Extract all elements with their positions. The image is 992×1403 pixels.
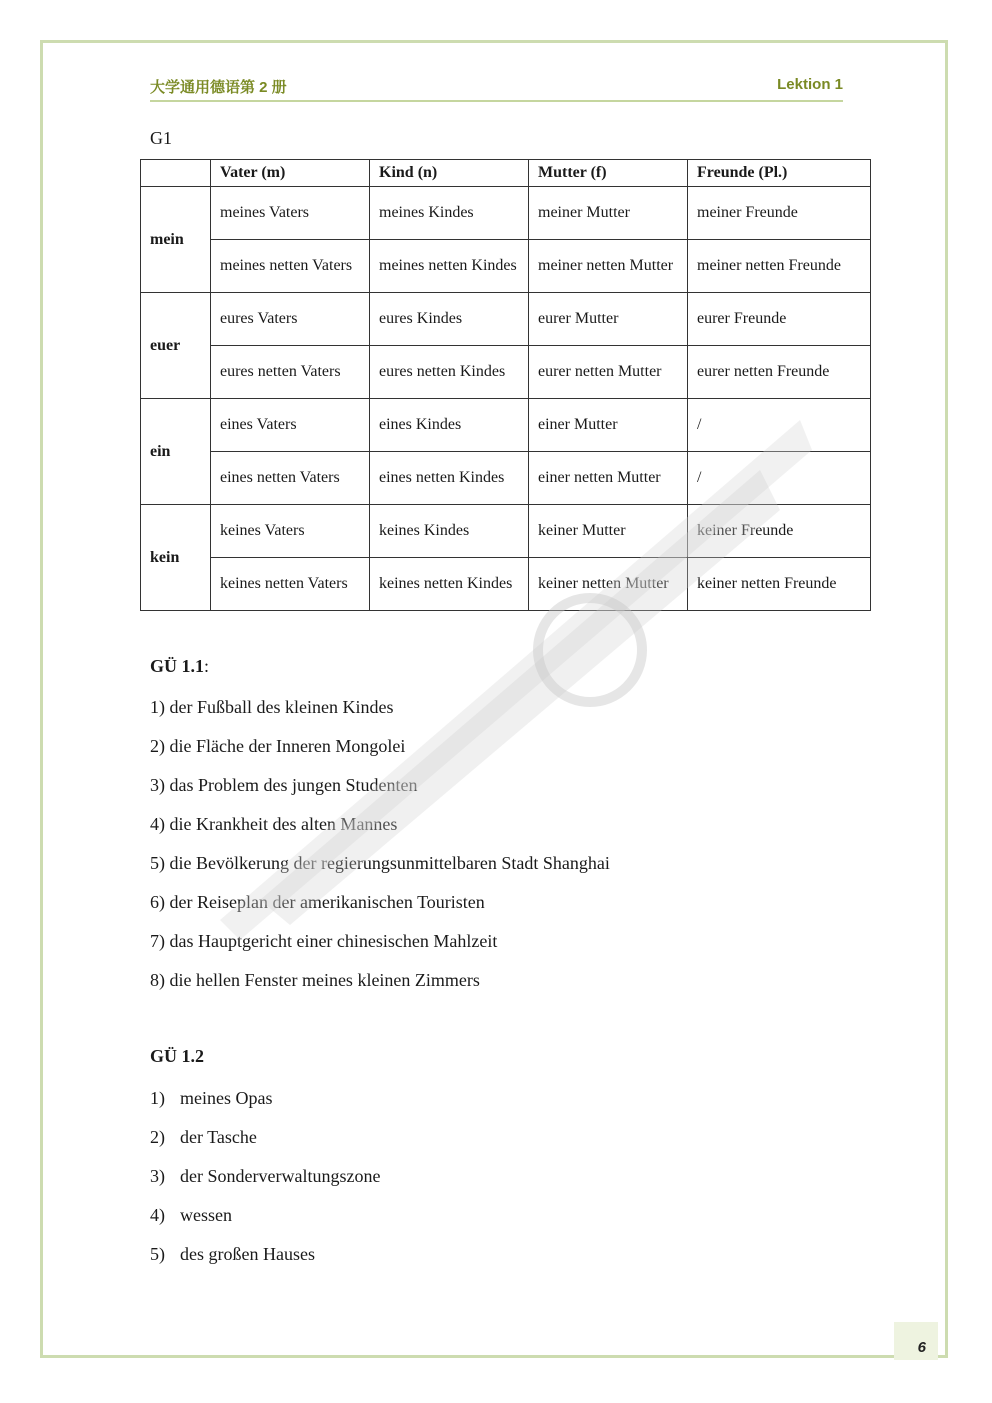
table-cell: eures Vaters — [211, 293, 370, 346]
row-group-label: mein — [141, 187, 211, 293]
table-header-cell: Mutter (f) — [529, 160, 688, 187]
table-cell: keiner netten Freunde — [688, 558, 871, 611]
table-cell: eines netten Kindes — [370, 452, 529, 505]
table-cell: meines netten Vaters — [211, 240, 370, 293]
table-row — [141, 558, 871, 611]
table-cell: keiner Mutter — [529, 505, 688, 558]
table-cell: / — [688, 452, 871, 505]
list-item — [150, 1163, 380, 1202]
list-item: 4) die Krankheit des alten Mannes — [150, 814, 398, 834]
table-cell: keiner netten Mutter — [529, 558, 688, 611]
table-cell: / — [688, 399, 871, 452]
page-number-box — [894, 1322, 938, 1360]
list-item — [150, 1241, 380, 1280]
table-cell: eures Kindes — [370, 293, 529, 346]
table-cell: einer Mutter — [529, 399, 688, 452]
gu11-title — [150, 656, 209, 677]
table-cell: meines netten Kindes — [370, 240, 529, 293]
table-cell: keines netten Kindes — [370, 558, 529, 611]
table-cell: keines Vaters — [211, 505, 370, 558]
list-item: 8) die hellen Fenster meines kleinen Zimmers — [150, 970, 480, 990]
list-item-text: des großen Hauses — [180, 1244, 315, 1264]
table-cell: eines netten Vaters — [211, 452, 370, 505]
list-item-number: 3) — [150, 1166, 165, 1186]
page-number: 6 — [917, 1339, 926, 1356]
list-item — [150, 1124, 380, 1163]
gu12-title: GÜ 1.2 — [150, 1046, 204, 1066]
gu12-list — [150, 1085, 380, 1280]
table-row — [141, 452, 871, 505]
table-row — [141, 187, 871, 240]
table-cell: keiner Freunde — [688, 505, 871, 558]
list-item-text: wessen — [180, 1205, 232, 1225]
table-cell: meiner Freunde — [688, 187, 871, 240]
row-group-label: kein — [141, 505, 211, 611]
gu11-list — [150, 694, 610, 1006]
table-row — [141, 240, 871, 293]
table-row — [141, 505, 871, 558]
list-item — [150, 1085, 380, 1124]
list-item-number: 4) — [150, 1205, 165, 1225]
table-cell: eines Kindes — [370, 399, 529, 452]
lesson-title: Lektion 1 — [777, 76, 843, 93]
table-cell: eurer netten Freunde — [688, 346, 871, 399]
list-item-text: der Tasche — [180, 1127, 257, 1147]
table-cell: eures netten Vaters — [211, 346, 370, 399]
table-cell: keines Kindes — [370, 505, 529, 558]
gu11-title-colon: : — [204, 656, 210, 676]
row-group-label: ein — [141, 399, 211, 505]
row-group-label: euer — [141, 293, 211, 399]
list-item-number: 5) — [150, 1244, 165, 1264]
list-item: 5) die Bevölkerung der regierungsunmittelbaren Stadt Shanghai — [150, 853, 610, 873]
section-g1-label: G1 — [150, 128, 172, 148]
page-header — [150, 74, 843, 102]
list-item — [150, 1202, 380, 1241]
list-item-text: meines Opas — [180, 1088, 273, 1108]
list-item-number: 1) — [150, 1088, 165, 1108]
table-cell: eurer Freunde — [688, 293, 871, 346]
table-row — [141, 399, 871, 452]
table-header-cell: Kind (n) — [370, 160, 529, 187]
table-cell: meines Vaters — [211, 187, 370, 240]
list-item-text: der Sonderverwaltungszone — [180, 1166, 381, 1186]
list-item: 7) das Hauptgericht einer chinesischen Mahlzeit — [150, 931, 498, 951]
table-header-row — [141, 160, 871, 187]
table-row — [141, 346, 871, 399]
table-cell: meiner netten Freunde — [688, 240, 871, 293]
table-cell: eurer Mutter — [529, 293, 688, 346]
table-cell: eures netten Kindes — [370, 346, 529, 399]
list-item: 6) der Reiseplan der amerikanischen Touristen — [150, 892, 485, 912]
table-cell: eurer netten Mutter — [529, 346, 688, 399]
table-header-cell — [141, 160, 211, 187]
table-cell: keines netten Vaters — [211, 558, 370, 611]
list-item-number: 2) — [150, 1127, 165, 1147]
gu11-title-text: GÜ 1.1 — [150, 656, 204, 676]
table-cell: einer netten Mutter — [529, 452, 688, 505]
book-title: 大学通用德语第 2 册 — [150, 79, 287, 96]
table-header-cell: Freunde (Pl.) — [688, 160, 871, 187]
list-item: 2) die Fläche der Inneren Mongolei — [150, 736, 406, 756]
table-cell: meines Kindes — [370, 187, 529, 240]
table-header-cell: Vater (m) — [211, 160, 370, 187]
list-item: 3) das Problem des jungen Studenten — [150, 775, 418, 795]
declension-table — [140, 159, 871, 611]
table-cell: meiner netten Mutter — [529, 240, 688, 293]
table-cell: eines Vaters — [211, 399, 370, 452]
table-cell: meiner Mutter — [529, 187, 688, 240]
list-item: 1) der Fußball des kleinen Kindes — [150, 697, 394, 717]
table-row — [141, 293, 871, 346]
